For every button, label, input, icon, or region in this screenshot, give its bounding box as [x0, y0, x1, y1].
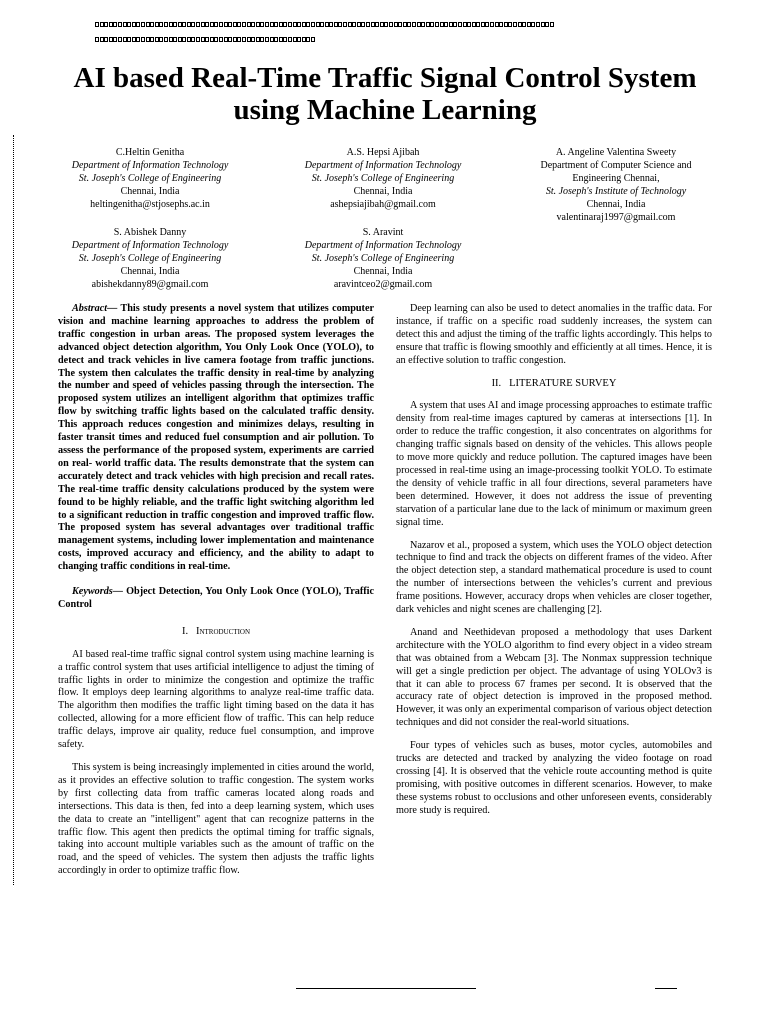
author-3	[516, 146, 716, 224]
author-dept: Department of Information Technology	[304, 240, 462, 251]
section-2-num: II.	[491, 377, 502, 389]
author-dept: Department of Computer Science and Engineering Chennai,	[540, 160, 692, 184]
section-2-title: LITERATURE SURVEY	[509, 377, 617, 389]
section-2-heading	[396, 378, 712, 391]
section-1-num: I.	[181, 625, 189, 637]
right-column	[396, 303, 712, 828]
paper-title: AI based Real-Time Traffic Signal Control System using Machine Learning	[73, 62, 697, 126]
header-line-2	[95, 37, 395, 43]
author-city: Chennai, India	[353, 266, 413, 277]
author-city: Chennai, India	[353, 186, 413, 197]
author-5	[283, 226, 483, 291]
keywords-lead: Keywords—	[72, 586, 123, 598]
survey-paragraph-2: Nazarov et al., proposed a system, which uses the YOLO object detection technique to find and track the objects on different frames of the video. After the object detection step, a standard mathematical procedure is used to count the number of intersections between the vehicles’s current and previous frame positions. However, accuracy drops when vehicles are closer together, dark vehicles and night scenes are challenging [2].	[396, 539, 712, 616]
author-4	[50, 226, 250, 291]
author-city: Chennai, India	[120, 266, 180, 277]
intro-paragraph-1: AI based real-time traffic signal control system using machine learning is a traffic control system that uses artificial intelligence to adjust the timing of traffic lights in order to minimize the congestion and optimize the traffic flow. It employs deep learning algorithms to analyze real-time traffic data. The algorithm then modifies the traffic light timing based on the data it has collected, allowing for a more efficient flow of traffic. This can help reduce traffic delays, improve air quality, reduce fuel consumption, and improve safety.	[58, 648, 374, 751]
survey-paragraph-4: Four types of vehicles such as buses, motor cycles, automobiles and trucks are detected and tracked by analyzing the video footage on road crossing [4]. It is observed that the vehicle route accounting method is quite promising, with positive outcomes in different scenarios. However, to make these systems robust to occlusions and other unforeseen events, considerably more study is required.	[396, 740, 712, 816]
author-email: abishekdanny89@gmail.com	[91, 279, 209, 290]
author-inst: St. Joseph's College of Engineering	[78, 173, 222, 184]
author-city: Chennai, India	[586, 199, 646, 210]
author-dept: Department of Information Technology	[71, 240, 229, 251]
author-name: A.S. Hepsi Ajibah	[346, 147, 420, 158]
survey-paragraph-1: A system that uses AI and image processing approaches to estimate traffic density from real-time images captured by cameras at intersections [1]. In order to reduce the traffic congestion, it also concentrates on algorithms for changing traffic signals based on density of the vehicles. This allows people to move more quickly and reduce pollution. The captured images have been processed in real-time using an image-processing toolkit YOLO. To estimate the density of vehicle traffic in all four directions, several parameters have been determined. However, it does not address the issue of preventing starvation of a particular lane due to the lack of minimum or maximum green signal time.	[396, 400, 712, 528]
author-name: S. Abishek Danny	[113, 227, 187, 238]
intro-paragraph-3: Deep learning can also be used to detect anomalies in the traffic data. For instance, if traffic on a specific road suddenly increases, the system can detect this and adjust the timing of the traffic lights accordingly. This helps to ensure that traffic is flowing smoothly and efficiently at all times. Hence, it is an effective solution to traffic congestion.	[396, 303, 712, 366]
author-name: C.Heltin Genitha	[115, 147, 185, 158]
footer-page-number	[655, 980, 677, 989]
section-1-heading	[58, 626, 374, 639]
author-inst: St. Joseph's College of Engineering	[311, 173, 455, 184]
author-email: heltingenitha@stjosephs.ac.in	[90, 199, 210, 210]
margin-rule	[13, 135, 22, 885]
author-name: S. Aravint	[362, 227, 404, 238]
author-inst: St. Joseph's College of Engineering	[311, 253, 455, 264]
intro-paragraph-2: This system is being increasingly implemented in cities around the world, as it provides an effective solution to traffic congestion. The system works by first collecting data from traffic cameras located along roads and intersections. This data is then, fed into a deep learning system, which uses the data to create an "intelligent" agent that can recognize patterns in the traffic flow. This agent then predicts the optimal timing for traffic signals, taking into account multiple variables such as the amount of traffic on the road, and the speed of vehicles. The system then adjusts the traffic lights accordingly in order to optimize traffic flow.	[58, 762, 374, 877]
author-email: aravintceo2@gmail.com	[333, 279, 433, 290]
survey-paragraph-3: Anand and Neethidevan proposed a methodology that uses Darkent architecture with the YOLO algorithm to find every object in a video stream that was obtained from a Webcam [3]. The Nonmax suppression technique will get a single prediction per object. The advantage of using YOLOv3 is that it can able to process 67 frames per second. It is observed that the accuracy rate of object detection is improved in the proposed method. However, it was only an experimental comparison of various object detection techniques and did not consider the real-world situations.	[396, 626, 712, 729]
author-inst: St. Joseph's Institute of Technology	[545, 186, 687, 197]
section-1-title: Introduction	[195, 625, 251, 637]
left-column	[58, 303, 374, 888]
author-email: ashepsiajibah@gmail.com	[330, 199, 436, 210]
abstract-lead: Abstract—	[72, 303, 118, 314]
keywords	[58, 586, 374, 612]
author-dept: Department of Information Technology	[304, 160, 462, 171]
author-email: valentinaraj1997@gmail.com	[556, 212, 676, 223]
author-name: A. Angeline Valentina Sweety	[555, 147, 677, 158]
author-1	[50, 146, 250, 211]
abstract-text: This study presents a novel system that utilizes computer vision and machine learning approaches to address the problem of traffic congestion in urban areas. The proposed system leverages the advanced object detection algorithm, You Only Look Once (YOLO), to detect and track vehicles in live camera footage from traffic junctions. The system then calculates the traffic density in real-time by analyzing the number and speed of vehicles passing through the intersection. The proposed system utilizes an intelligent algorithm that optimizes traffic flow by switching traffic lights based on the calculated traffic density. This approach reduces congestion and minimizes delays, resulting in faster transit times and reduced fuel consumption and air pollution. To assess the performance of the proposed system, experiments are carried on real- world traffic data. The results demonstrate that the system can accurately detect and track vehicles with high precision and recall rates. The real-time traffic density calculations produced by the system were found to be highly reliable, and the traffic light switching algorithm led to a significant reduction in traffic congestion and improved traffic flow. The proposed system has several advantages over traditional traffic management systems, including lower implementation and maintenance costs, improved accuracy and efficiency, and the ability to adapt to changing traffic conditions in real-time.	[58, 303, 374, 573]
author-dept: Department of Information Technology	[71, 160, 229, 171]
author-city: Chennai, India	[120, 186, 180, 197]
keywords-text: Object Detection, You Only Look Once (YOLO), Traffic Control	[58, 586, 374, 610]
abstract	[58, 303, 374, 574]
footer-conference-line	[296, 980, 476, 989]
author-2	[283, 146, 483, 211]
author-inst: St. Joseph's College of Engineering	[78, 253, 222, 264]
header-line-1	[95, 22, 605, 28]
